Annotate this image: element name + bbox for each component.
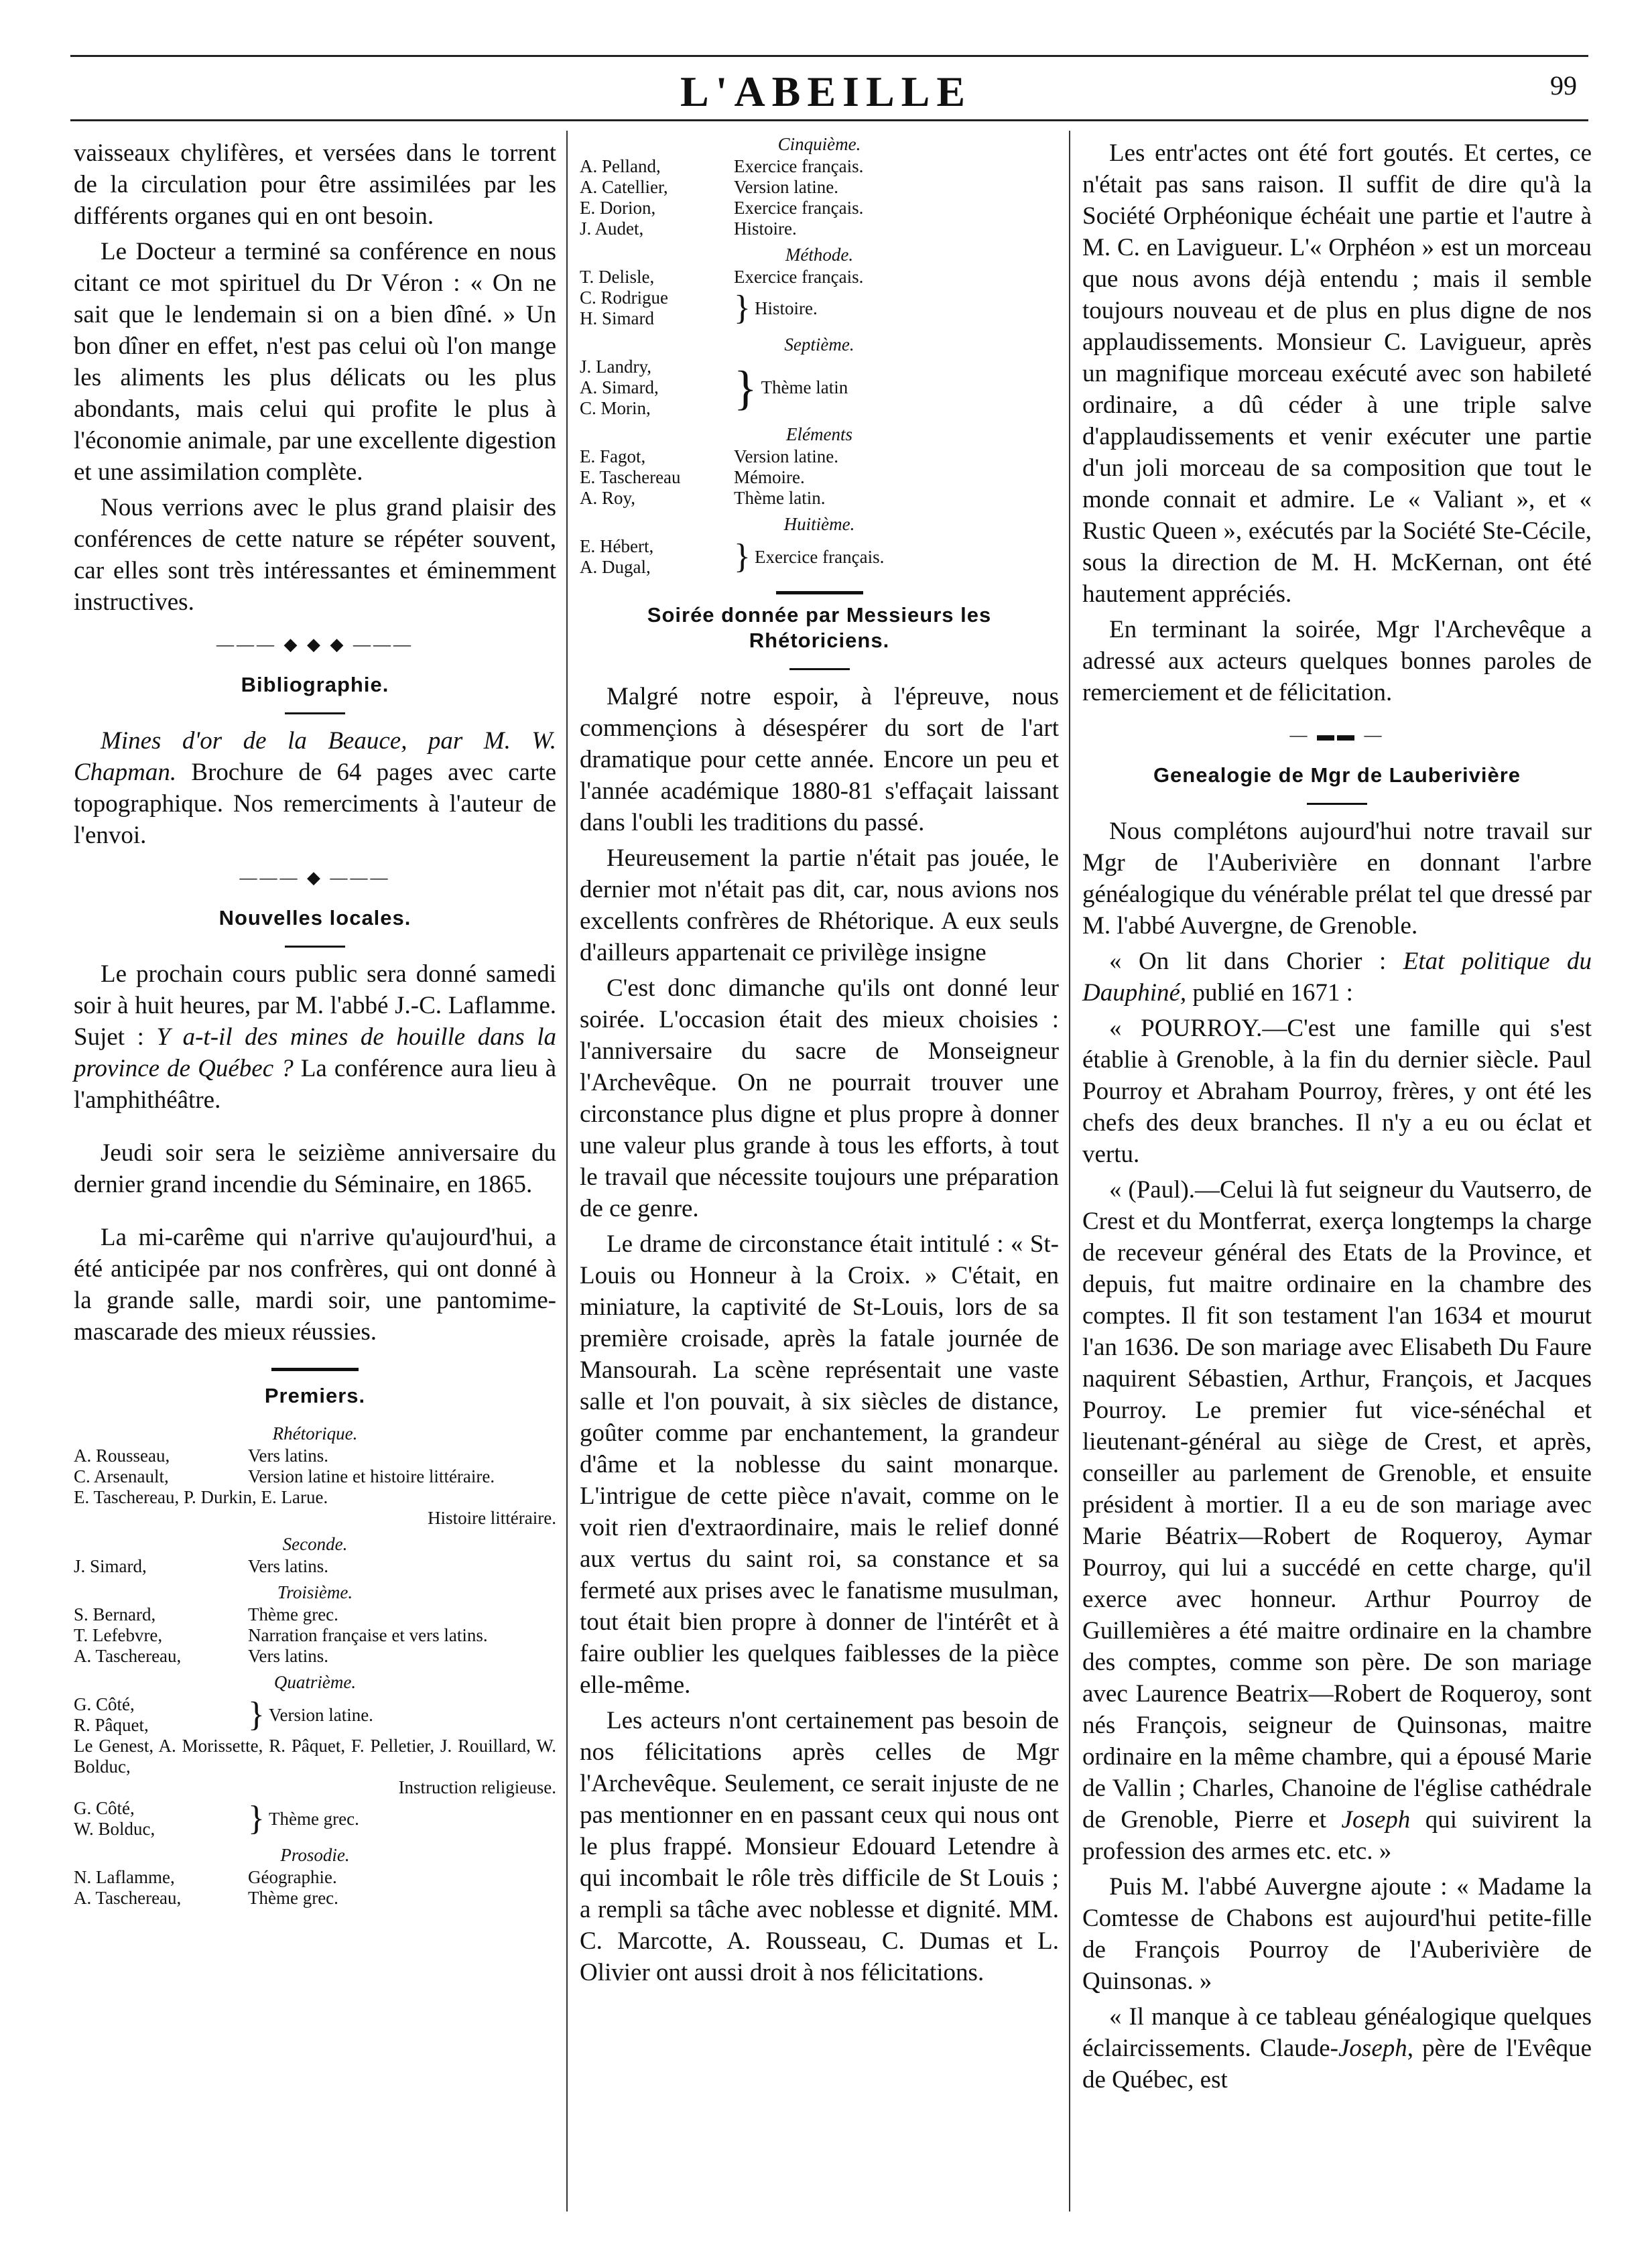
ornament-separator: — ▬▬ — bbox=[1289, 725, 1385, 745]
column-1 bbox=[74, 137, 556, 1909]
heading-rule bbox=[285, 946, 345, 948]
section-heading-genealogie: Genealogie de Mgr de Lauberivière bbox=[1153, 763, 1521, 787]
column-divider-1 bbox=[566, 131, 568, 2212]
article-paragraph: En terminant la soirée, Mgr l'Archevêque a adressé aux acteurs quelques bonnes paroles de remerciement et de félicitation. bbox=[1082, 616, 1592, 706]
section-heading-premiers: Premiers. bbox=[264, 1384, 366, 1407]
list-item: T. Delisle, Exercice français. bbox=[580, 267, 864, 287]
list-item: A. Taschereau, Thème grec. bbox=[74, 1888, 338, 1908]
page-number: 99 bbox=[1550, 70, 1577, 101]
article-paragraph: « POURROY.—C'est une famille qui s'est établie à Grenoble, à la fin du dernier siècle. Paul Pourroy et Abraham Pourroy, frères, y ont été les chefs des deux branches. Il n'y a eu ou éclat et vertu. bbox=[1082, 1015, 1592, 1168]
section-heading-nouvelles: Nouvelles locales. bbox=[218, 906, 411, 930]
list-item: N. Laflamme, Géographie. bbox=[74, 1867, 337, 1887]
list-item-subject: Instruction religieuse. bbox=[398, 1777, 556, 1797]
list-item: G. Côté, W. Bolduc, } Thème grec. bbox=[74, 1798, 359, 1839]
prize-list bbox=[74, 1423, 556, 1909]
list-item: J. Simard, Vers latins. bbox=[74, 1556, 328, 1576]
article-paragraph: Les acteurs n'ont certainement pas besoin de nos félicitations après celles de Mgr l'Archevêque. Seulement, ce serait injuste de ne pas mentionner en en passant ceux qui nous ont le plus frappé. Monsieur Edouard Letendre à qui incombait le rôle très difficile de St Louis ; a rempli sa tâche avec noblesse et dignité. MM. C. Marcotte, A. Rousseau, C. Dumas et L. Olivier ont aussi droit à nos félicitations. bbox=[580, 1707, 1059, 1986]
brace-icon: } bbox=[734, 289, 751, 327]
class-heading: Seconde. bbox=[282, 1534, 348, 1554]
class-heading: Prosodie. bbox=[280, 1845, 350, 1865]
quote-text: « On lit dans Chorier : bbox=[1109, 948, 1403, 975]
book-title: Mines d'or de la Beauce, par M. W. Chapman. bbox=[74, 727, 556, 786]
list-item: E. Dorion, Exercice français. bbox=[580, 198, 864, 218]
lecture-subject: Y a-t-il des mines de houille dans la province de Québec ? bbox=[74, 1023, 556, 1082]
class-heading: Eléments bbox=[786, 424, 852, 444]
class-heading: Rhétorique. bbox=[272, 1423, 358, 1444]
prize-list bbox=[580, 134, 1059, 578]
news-item: La mi-carême qui n'arrive qu'aujourd'hui, a été anticipée par nos confrères, qui ont donné à la grande salle, mardi soir, une pantomime-mascarade des mieux réussies. bbox=[74, 1224, 556, 1346]
brace-icon: } bbox=[734, 361, 757, 415]
article-paragraph: Nous verrions avec le plus grand plaisir des conférences de cette nature se répéter souvent, car elles sont très intéressantes et éminemment instructives. bbox=[74, 494, 556, 616]
masthead-top-rule bbox=[70, 55, 1588, 57]
masthead-title: L'ABEILLE bbox=[680, 68, 972, 115]
list-item: E. Taschereau Mémoire. bbox=[580, 467, 805, 487]
list-item: Le Genest, A. Morissette, R. Pâquet, F. Pelletier, J. Rouillard, W. Bolduc, bbox=[74, 1736, 556, 1777]
column-3 bbox=[1082, 137, 1592, 2100]
class-heading: Méthode. bbox=[785, 245, 854, 265]
news-text: La conférence aura lieu à l'amphithéâtre. bbox=[74, 1055, 556, 1114]
article-paragraph: Le drame de circonstance était intitulé : « St-Louis ou Honneur à la Croix. » C'était, en miniature, la captivité de St-Louis, lors de sa première croisade, après la fatale journée de Mansourah. La scène représentait une vaste salle et l'on pouvait, à six siècles de distance, goûter comme par enchantement, la grandeur d'âme et la noblesse du saint monarque. L'intrigue de cette pièce n'avait, comme on le voit rien d'extraordinaire, mais le relief donné aux vertus du saint roi, sa constance et sa fermeté aux prises avec le fanatisme musulman, tout était bien propre à donner de l'intérêt et à faire oublier les quelques faiblesses de la pièce elle-même. bbox=[580, 1230, 1059, 1699]
work-title: Etat politique du Dauphiné, bbox=[1082, 948, 1592, 1007]
article-paragraph: Malgré notre espoir, à l'épreuve, nous commençions à désespérer du sort de l'art dramatique pour cette année. Encore un peu et l'année académique 1880-81 s'effaçait laissant dans l'oubli les traditions du passé. bbox=[580, 683, 1059, 836]
list-item: A. Taschereau, Vers latins. bbox=[74, 1646, 328, 1666]
list-item: T. Lefebvre, Narration française et vers latins. bbox=[74, 1625, 488, 1645]
book-note: Brochure de 64 pages avec carte topographique. Nos remerciments à l'auteur de l'envoi. bbox=[74, 759, 556, 849]
list-item-subject: Histoire littéraire. bbox=[428, 1508, 556, 1528]
list-item: S. Bernard, Thème grec. bbox=[74, 1604, 338, 1624]
list-item: A. Pelland, Exercice français. bbox=[580, 156, 864, 176]
masthead-bottom-rule bbox=[70, 119, 1588, 121]
class-heading: Cinquième. bbox=[777, 134, 861, 154]
heading-rule bbox=[285, 712, 345, 714]
article-paragraph: vaisseaux chylifères, et versées dans le torrent de la circulation pour être assimilées par les différents organes qui en ont besoin. bbox=[74, 139, 556, 230]
section-heading-soiree: Soirée donnée par Messieurs les Rhétoriciens. bbox=[647, 603, 992, 652]
list-item: E. Hébert, A. Dugal, } Exercice français. bbox=[580, 536, 885, 577]
list-item: C. Arsenault, Version latine et histoire littéraire. bbox=[74, 1466, 495, 1486]
quote-text: « Il manque à ce tableau généalogique quelques éclaircissements. Claude- bbox=[1082, 2003, 1592, 2062]
list-item: A. Rousseau, Vers latins. bbox=[74, 1446, 328, 1466]
article-paragraph: C'est donc dimanche qu'ils ont donné leur soirée. L'occasion était des mieux choisies : l'anniversaire du sacre de Monseigneur l'Archevêque. On ne pourrait trouver une circonstance plus digne et plus propre à donner une valeur plus grande à tous les efforts, à tout le travail que nécessite toujours une préparation de ce genre. bbox=[580, 974, 1059, 1222]
list-item: J. Audet, Histoire. bbox=[580, 218, 797, 239]
section-heading-bibliographie: Bibliographie. bbox=[241, 673, 389, 696]
column-divider-2 bbox=[1069, 131, 1070, 2212]
heading-rule bbox=[789, 668, 850, 670]
news-item: Jeudi soir sera le seizième anniversaire du dernier grand incendie du Séminaire, en 1865. bbox=[74, 1139, 556, 1198]
section-rule bbox=[271, 1368, 359, 1371]
class-heading: Quatrième. bbox=[273, 1672, 357, 1692]
quote-text: publié en 1671 : bbox=[1186, 979, 1353, 1007]
quote-text: , père de l'Evêque de Québec, est bbox=[1082, 2035, 1592, 2094]
ornament-separator: ——— ◆ ——— bbox=[239, 868, 391, 887]
brace-icon: } bbox=[248, 1695, 265, 1734]
brace-icon: } bbox=[248, 1799, 265, 1838]
name-emphasis: Joseph bbox=[1341, 1806, 1411, 1834]
list-item: J. Landry, A. Simard, C. Morin, } Thème latin bbox=[580, 357, 848, 418]
quote-text: qui suivirent la profession des armes etc. etc. » bbox=[1082, 1806, 1592, 1865]
brace-icon: } bbox=[734, 537, 751, 576]
section-rule bbox=[776, 591, 863, 594]
article-paragraph: Nous complétons aujourd'hui notre travail sur Mgr de l'Auberivière en donnant l'arbre généalogique du vénérable prélat tel que dressé par M. l'abbé Auvergne, de Grenoble. bbox=[1082, 818, 1592, 940]
list-item: C. Rodrigue H. Simard } Histoire. bbox=[580, 287, 818, 328]
quote-text: « (Paul).—Celui là fut seigneur du Vautserro, de Crest et du Montferrat, exerça longtemps la charge de receveur général des Etats de la Province, et depuis, fut maitre ordinaire en la chambre des comptes. Il fit son testament l'an 1634 et mourut l'an 1636. De son mariage avec Elisabeth Du Faure naquirent Sébastien, Arthur, François, et Jacques Pourroy. Le premier fut vice-sénéchal et lieutenant-général au siège de Crest, et après, conseiller au parlement de Grenoble, et ensuite président à mortier. Il a eu de son mariage avec Marie Béatrix—Robert de Roqueroy, Aymar Pourroy, qui lui a succédé en cette charge, qu'il exerce avec honneur. Arthur Pourroy de Guillemières a été maitre ordinaire en la chambre des comptes, comme son père. De son mariage avec Laurence Beatrix—Robert de Roqueroy, sont nés François, seigneur de Quinsonas, maitre ordinaire en la même chambre, qui a épousé Marie de Vallin ; Charles, Chanoine de l'église cathédrale de Grenoble, Pierre et bbox=[1082, 1176, 1592, 1834]
news-text: Le prochain cours public sera donné samedi soir à huit heures, par M. l'abbé J.-C. Laflamme. Sujet : bbox=[74, 960, 556, 1051]
name-emphasis: Joseph bbox=[1338, 2035, 1407, 2062]
article-paragraph: Heureusement la partie n'était pas jouée, le dernier mot n'était pas dit, car, nous avions nos excellents confrères de Rhétorique. A eux seuls d'ailleurs appartenait ce privilège insigne bbox=[580, 844, 1059, 966]
class-heading: Huitième. bbox=[783, 514, 855, 534]
class-heading: Septième. bbox=[784, 334, 854, 355]
list-item: G. Côté, R. Pâquet, } Version latine. bbox=[74, 1694, 373, 1735]
article-paragraph: Puis M. l'abbé Auvergne ajoute : « Madame la Comtesse de Chabons est aujourd'hui petite-fille de François Pourroy de l'Auberivière de Quinsonas. » bbox=[1082, 1873, 1592, 1995]
article-paragraph: Le Docteur a terminé sa conférence en nous citant ce mot spirituel du Dr Véron : « On ne sait que le lendemain si on a bien dîné. » Un bon dîner en effet, n'est pas celui où l'on mange les aliments les plus délicats ou les plus abondants, mais celui qui profite le plus à l'économie animale, par une excellente digestion et une assimilation complète. bbox=[74, 238, 556, 486]
list-item: A. Catellier, Version latine. bbox=[580, 177, 838, 197]
list-item: E. Fagot, Version latine. bbox=[580, 446, 838, 466]
list-item: E. Taschereau, P. Durkin, E. Larue. bbox=[74, 1487, 328, 1507]
article-paragraph: Les entr'actes ont été fort goutés. Et certes, ce n'était pas sans raison. Il suffit de dire qu'à la Société Orphéonique échéait une partie et l'autre à M. C. en Lavigueur. L'« Orphéon » est un morceau que nous avons déjà entendu ; mais il semble toujours nouveau et de plus en plus digne de nos applaudissements. Monsieur C. Lavigueur, après un magnifique morceau exécuté avec son habileté ordinaire, a dû céder à une triple salve d'applaudissements et venir exécuter une partie d'un joli morceau de sa composition que tout le monde connait et admire. Le « Valiant », et « Rustic Queen », exécutés par la Société Ste-Cécile, sous la direction de M. H. McKernan, ont été hautement appréciés. bbox=[1082, 139, 1592, 608]
list-item: A. Roy, Thème latin. bbox=[580, 488, 826, 508]
column-2 bbox=[580, 134, 1059, 1992]
ornament-separator: ——— ◆ ◆ ◆ ——— bbox=[216, 635, 414, 654]
heading-rule bbox=[1307, 803, 1367, 805]
class-heading: Troisième. bbox=[277, 1582, 353, 1602]
